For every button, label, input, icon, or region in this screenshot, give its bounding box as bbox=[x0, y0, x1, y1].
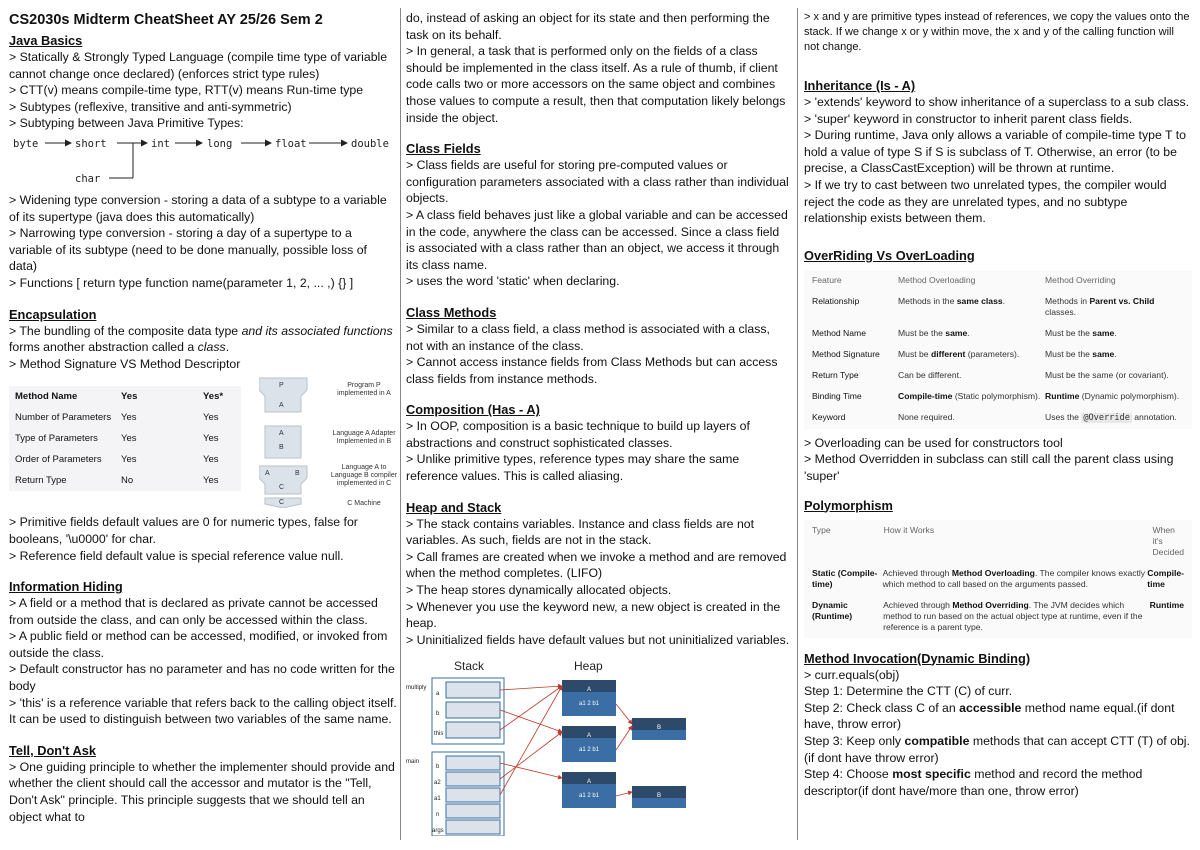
info-hiding-line-2: > A public field or method can be accessed, modified, or invoked from outside the class. bbox=[9, 629, 388, 660]
cell-text: Must be the bbox=[898, 327, 946, 338]
overriding-header-cell: Method Overriding bbox=[1045, 274, 1116, 285]
t-label-b2: B bbox=[295, 470, 300, 478]
invocation-step-1: Step 1: Determine the CTT (C) of curr. bbox=[804, 684, 1013, 699]
column-1 bbox=[9, 10, 397, 825]
sig-table-cell: Yes bbox=[203, 454, 219, 466]
polymorphism-table-row bbox=[804, 563, 1192, 595]
cell-text: Can be different. bbox=[898, 369, 962, 380]
frame1-var-b: b bbox=[436, 711, 440, 718]
functions-line: > Functions [ return type function name(parameter 1, 2, ... ,) {} ] bbox=[9, 275, 354, 290]
composition-line-2: > Unlike primitive types, reference types may share the same reference values. This is called aliasing. bbox=[406, 452, 740, 484]
heap-stack-line-5: > Uninitialized fields have default values but not uninitialized variables. bbox=[406, 632, 790, 647]
cell-text: Must be the bbox=[1045, 327, 1093, 338]
primitive-subtyping-diagram bbox=[9, 134, 397, 190]
overriding-table-row bbox=[804, 323, 1192, 344]
heading-method-invocation: Method Invocation(Dynamic Binding) bbox=[804, 650, 1031, 666]
encap-text-class: class bbox=[197, 340, 226, 355]
polymorphism-header-cell: Type bbox=[812, 524, 831, 535]
cell-bold: Method Overloading bbox=[951, 567, 1035, 578]
sig-table-row bbox=[15, 428, 235, 449]
tell-dont-ask-line-2: > In general, a task that is performed only on the fields of a class should be implemented in the class itself. As a rule of thumb, if client code calls two or more accessors on the same object and combines those values to compute a result, then that computation likely belongs inside the object. bbox=[406, 44, 786, 125]
polymorphism-header-cell: How it Works bbox=[883, 524, 935, 535]
stack-label: Stack bbox=[454, 659, 485, 674]
polymorphism-type-cell: Dynamic (Runtime) bbox=[812, 599, 853, 621]
heading-polymorphism: Polymorphism bbox=[804, 497, 893, 513]
primitive-arrows bbox=[9, 134, 397, 190]
inheritance-line-1: > 'extends' keyword to show inheritance of a superclass to a sub class. bbox=[804, 95, 1190, 109]
invocation-step-2 bbox=[804, 700, 1192, 733]
sig-table-cell: Type of Parameters bbox=[15, 433, 98, 445]
prim-byte: byte bbox=[13, 137, 39, 150]
heap-stack-line-3: > The heap stores dynamically allocated objects. bbox=[406, 583, 672, 598]
heading-class-methods: Class Methods bbox=[406, 304, 497, 320]
heading-information-hiding: Information Hiding bbox=[9, 579, 123, 595]
frame-multiply-label: multiply bbox=[406, 685, 427, 692]
sig-table-row bbox=[15, 386, 235, 407]
heap-obj2-fields: a1 2 b1 bbox=[578, 747, 600, 754]
composition-line-1: > In OOP, composition is a basic technique to build up layers of abstractions and construct sophisticated classes. bbox=[406, 419, 750, 450]
java-basics-line-2: > CTT(v) means compile-time type, RTT(v) means Run-time type bbox=[9, 83, 364, 98]
cell-bold: same bbox=[1092, 348, 1115, 359]
sig-table-cell: Yes bbox=[203, 412, 219, 424]
heading-heap-stack: Heap and Stack bbox=[406, 499, 502, 515]
overriding-table-row bbox=[804, 407, 1192, 429]
sig-table-row bbox=[15, 470, 235, 491]
polymorphism-header-cell: When it's Decided bbox=[1152, 524, 1184, 557]
frame1-var-this: this bbox=[434, 731, 444, 738]
pass-by-value-line: > x and y are primitive types instead of references, we copy the values onto the stack. If we change x or y within move, the x and y of the calling function will not change. bbox=[804, 11, 1190, 53]
overriding-feature-cell: Relationship bbox=[812, 295, 860, 306]
heap-stack-line-2: > Call frames are created when we invoke a method and are removed when the method completes. (LIFO) bbox=[406, 549, 787, 581]
heading-inheritance: Inheritance (Is - A) bbox=[804, 78, 916, 93]
sig-table-cell: Method Name bbox=[15, 391, 78, 403]
cell-text: Must be the same (or covariant). bbox=[1045, 369, 1169, 380]
heap-stack-line-4: > Whenever you use the keyword new, a new object is created in the heap. bbox=[406, 599, 781, 631]
encapsulation-line-1 bbox=[9, 323, 397, 356]
sig-table-row bbox=[15, 407, 235, 428]
overriding-table bbox=[804, 270, 1192, 429]
step3-bold: compatible bbox=[904, 733, 970, 748]
overriding-table-header bbox=[804, 270, 1192, 291]
prim-int: int bbox=[151, 137, 170, 150]
overriding-header-cell: Feature bbox=[812, 274, 842, 285]
cell-bold: same bbox=[1092, 327, 1115, 338]
cell-bold: Runtime bbox=[1045, 390, 1080, 401]
cell-text: Must be bbox=[898, 348, 931, 359]
overriding-header-cell: Method Overloading bbox=[898, 274, 976, 285]
frame2-var-a2: a2 bbox=[434, 780, 441, 787]
column-2 bbox=[406, 10, 790, 836]
cell-text: . bbox=[967, 327, 970, 338]
tell-dont-ask-part-2: do, instead of asking an object for its state and then performing the task on its behalf. bbox=[406, 11, 770, 42]
default-values-line: > Primitive fields default values are 0 for numeric types, false for booleans, '\u0000' for char. bbox=[9, 515, 358, 546]
polymorphism-how-cell bbox=[883, 600, 1150, 633]
info-hiding-line-1: > A field or a method that is declared as private cannot be accessed from outside the class, and can only be accessed within the class. bbox=[9, 596, 378, 627]
t-label-c1: C bbox=[279, 484, 285, 492]
class-fields-line-2: > A class field behaves just like a global variable and can be accessed in the code, anywhere the class can be accessed. Since a class field is associated with a class rather than an object, we access it through its class name. bbox=[406, 207, 788, 272]
signature-descriptor-table bbox=[9, 386, 241, 491]
heap-b1-label: B bbox=[656, 725, 661, 732]
invocation-step-4 bbox=[804, 766, 1192, 799]
cell-text: None required. bbox=[898, 411, 955, 422]
heap-obj3-fields: a1 2 b1 bbox=[578, 793, 600, 800]
overriding-feature-cell: Binding Time bbox=[812, 390, 862, 401]
cell-text: . bbox=[1002, 295, 1006, 306]
inheritance-line-4: > If we try to cast between two unrelated types, the compiler would reject the code as they are unrelated types, and no subtype relationship exists between them. bbox=[804, 177, 1167, 226]
frame-main-label: main bbox=[406, 759, 420, 766]
stack-heap-diagram bbox=[406, 656, 790, 836]
step2-post: method name equal.(if dont have, throw error) bbox=[804, 700, 1175, 732]
heap-stack-line-1: > The stack contains variables. Instance and class fields are not variables. As such, fields are not in the stack. bbox=[406, 516, 755, 548]
sig-table-row bbox=[15, 449, 235, 470]
overriding-table-row bbox=[804, 365, 1192, 386]
cell-text: Achieved through bbox=[882, 567, 952, 578]
sig-table-cell: Return Type bbox=[15, 475, 67, 487]
heap-b2-label: B bbox=[656, 793, 661, 800]
column-divider-left bbox=[400, 8, 401, 840]
inheritance-line-2: > 'super' keyword in constructor to inherit parent class fields. bbox=[804, 111, 1133, 126]
heading-tell-dont-ask: Tell, Don't Ask bbox=[9, 742, 96, 758]
step4-bold: most specific bbox=[892, 767, 971, 782]
polymorphism-how-cell bbox=[883, 568, 1148, 590]
overriding-feature-cell: Keyword bbox=[812, 411, 846, 422]
overriding-overloading-cell bbox=[898, 370, 1045, 381]
heap-obj3-label: A bbox=[586, 779, 591, 786]
encap-text-italic: and its associated functions bbox=[241, 323, 393, 338]
heap-obj2-label: A bbox=[586, 733, 591, 740]
class-fields-line-3: > uses the word 'static' when declaring. bbox=[406, 274, 620, 289]
widening-line: > Widening type conversion - storing a data of a subtype to a variable of its supertype (java does this automatically) bbox=[9, 192, 387, 224]
overriding-overriding-cell bbox=[1045, 370, 1184, 381]
cell-bold: different bbox=[930, 348, 966, 359]
polymorphism-type-cell: Static (Compile-time) bbox=[812, 567, 878, 589]
overriding-line-2: > Method Overridden in subclass can still call the parent class using 'super' bbox=[804, 452, 1174, 483]
step2-bold: accessible bbox=[959, 700, 1022, 715]
encap-text-c: . bbox=[225, 340, 230, 355]
sig-table-cell: Number of Parameters bbox=[15, 412, 112, 424]
overriding-overloading-cell bbox=[898, 328, 1045, 339]
heading-class-fields: Class Fields bbox=[406, 141, 481, 157]
inheritance-line-3: > During runtime, Java only allows a variable of compile-time type T to hold a value of type S if S is subclass of T. Otherwise, an error (to be precise, a ClassCastException) will be thrown at runtime. bbox=[804, 128, 1186, 176]
polymorphism-table-header bbox=[804, 520, 1192, 563]
encapsulation-line-2: > Method Signature VS Method Descriptor bbox=[9, 356, 241, 371]
step4-pre: Step 4: Choose bbox=[804, 767, 893, 782]
sig-table-cell: Yes bbox=[203, 433, 219, 445]
invocation-line-0: > curr.equals(obj) bbox=[804, 667, 900, 682]
cell-text: . The JVM decides which method to run based on the actual object type at runtime, even if the reference is a parent type. bbox=[883, 599, 1143, 632]
sig-table-cell: Order of Parameters bbox=[15, 454, 102, 466]
frame1-var-a: a bbox=[436, 691, 440, 698]
t-label-a3: A bbox=[265, 470, 270, 478]
overriding-overloading-cell bbox=[898, 349, 1045, 360]
encap-text-a: > The bundling of the composite data type bbox=[9, 323, 242, 338]
java-basics-line-4: > Subtyping between Java Primitive Types: bbox=[9, 116, 244, 131]
cell-text: (Dynamic polymorphism). bbox=[1079, 390, 1180, 401]
heading-composition: Composition (Has - A) bbox=[406, 402, 540, 418]
cell-bold: same bbox=[945, 327, 968, 338]
polymorphism-when-cell: Runtime bbox=[1149, 599, 1184, 610]
page-title: CS2030s Midterm CheatSheet AY 25/26 Sem 2 bbox=[9, 12, 323, 28]
polymorphism-table-row bbox=[804, 595, 1192, 638]
reference-default-line: > Reference field default value is special reference value null. bbox=[9, 548, 344, 563]
sig-table-cell: Yes bbox=[121, 454, 137, 466]
cell-text: . bbox=[1114, 348, 1117, 359]
cell-text: classes. bbox=[1045, 306, 1077, 317]
t-label-a2: A bbox=[279, 430, 284, 438]
encapsulation-figures bbox=[9, 376, 397, 508]
step2-pre: Step 2: Check class C of an bbox=[804, 700, 960, 715]
heading-overriding: OverRiding Vs OverLoading bbox=[804, 247, 975, 263]
invocation-step-3 bbox=[804, 733, 1192, 766]
cell-text: Uses the bbox=[1045, 411, 1082, 422]
t-diagram bbox=[259, 376, 399, 508]
t-caption-1: Program P implemented in A bbox=[337, 382, 391, 398]
class-methods-line-1: > Similar to a class field, a class method is associated with a class, not with an instance of the class. bbox=[406, 321, 770, 353]
t-caption-2: Language A Adapter Implemented in B bbox=[332, 430, 396, 446]
java-basics-line-3: > Subtypes (reflexive, transitive and anti-symmetric) bbox=[9, 99, 292, 114]
overriding-overriding-cell bbox=[1045, 296, 1184, 318]
overriding-overloading-cell bbox=[898, 412, 1045, 424]
overriding-overloading-cell bbox=[898, 296, 1045, 318]
cell-text: . The compiler knows exactly which method to call based on the arguments passed. bbox=[882, 567, 1146, 589]
frame2-var-args: args bbox=[432, 828, 444, 835]
sig-table-cell: Yes bbox=[121, 433, 137, 445]
t-label-b1: B bbox=[279, 444, 284, 452]
t-label-c2: C bbox=[279, 499, 285, 507]
polymorphism-when-cell: Compile-time bbox=[1147, 567, 1184, 589]
heap-obj1-label: A bbox=[586, 687, 591, 694]
sig-table-cell: Yes* bbox=[203, 391, 224, 403]
narrowing-line: > Narrowing type conversion - storing a day of a supertype to a variable of its subtype (need to be done manually, possible loss of data) bbox=[9, 226, 367, 274]
cell-text: (Static polymorphism). bbox=[952, 390, 1041, 401]
step3-pre: Step 3: Keep only bbox=[804, 733, 905, 748]
cell-bold: Parent vs. Child bbox=[1089, 295, 1155, 306]
info-hiding-line-3: > Default constructor has no parameter and has no code written for the body bbox=[9, 662, 395, 694]
frame2-var-a1: a1 bbox=[434, 796, 441, 803]
heading-encapsulation: Encapsulation bbox=[9, 306, 97, 322]
cell-text: . bbox=[1114, 327, 1117, 338]
overriding-overloading-cell bbox=[898, 391, 1045, 402]
overriding-table-row bbox=[804, 344, 1192, 365]
prim-long: long bbox=[207, 137, 233, 150]
polymorphism-table bbox=[804, 520, 1192, 638]
overriding-overriding-cell bbox=[1045, 391, 1184, 402]
t-caption-3: Language A to Language B compiler implemented in C bbox=[330, 464, 398, 488]
sig-table-cell: Yes bbox=[203, 475, 219, 487]
cell-text: (parameters). bbox=[965, 348, 1020, 359]
override-annotation-chip: @Override bbox=[1083, 412, 1130, 423]
prim-float: float bbox=[275, 137, 307, 150]
class-methods-line-2: > Cannot access instance fields from Class Methods but can access class fields from instance methods. bbox=[406, 355, 778, 386]
overriding-table-row bbox=[804, 386, 1192, 407]
info-hiding-line-4: > 'this' is a reference variable that refers back to the calling object itself. It can be used to distinguish between two variables of the same name. bbox=[9, 695, 397, 727]
column-3 bbox=[804, 10, 1192, 799]
cell-bold: Method Overriding bbox=[952, 599, 1029, 610]
overriding-line-1: > Overloading can be used for constructors tool bbox=[804, 435, 1063, 450]
cell-text: Methods in the bbox=[898, 295, 957, 306]
frame2-var-n: n bbox=[436, 812, 440, 819]
java-basics-line-1: > Statically & Strongly Typed Language (compile time type of variable cannot change once declared) (enforces strict type rules) bbox=[9, 50, 388, 81]
overriding-overriding-cell bbox=[1045, 349, 1184, 360]
prim-double: double bbox=[351, 137, 389, 150]
heap-label: Heap bbox=[574, 659, 603, 674]
cell-text: Achieved through bbox=[883, 599, 953, 610]
cell-bold: Compile-time bbox=[898, 390, 953, 401]
overriding-feature-cell: Method Signature bbox=[812, 348, 880, 359]
sig-table-cell: No bbox=[121, 475, 134, 487]
encap-text-b: forms another abstraction called a bbox=[9, 340, 198, 355]
cell-text: annotation. bbox=[1131, 411, 1177, 422]
overriding-feature-cell: Method Name bbox=[812, 327, 866, 338]
heap-obj1-fields: a1 2 b1 bbox=[578, 701, 600, 708]
cell-bold: same class bbox=[956, 295, 1003, 306]
cell-text: Must be the bbox=[1045, 348, 1093, 359]
class-fields-line-1: > Class fields are useful for storing pre-computed values or configuration parameters associated with a class rather than individual objects. bbox=[406, 158, 789, 206]
overriding-overriding-cell bbox=[1045, 412, 1184, 424]
sig-table-cell: Yes bbox=[121, 412, 137, 424]
step3-post: methods that can accept CTT (T) of obj. (if dont have throw error) bbox=[804, 733, 1190, 765]
frame2-var-b: b bbox=[436, 764, 440, 771]
heading-java-basics: Java Basics bbox=[9, 33, 83, 48]
overriding-overriding-cell bbox=[1045, 328, 1184, 339]
prim-char: char bbox=[75, 172, 101, 185]
overriding-table-row bbox=[804, 291, 1192, 323]
cell-text: Methods in bbox=[1045, 295, 1090, 306]
t-label-a1: A bbox=[279, 402, 284, 410]
overriding-feature-cell: Return Type bbox=[812, 369, 859, 380]
step4-post: method and record the method descriptor(if dont have/more than one, throw error) bbox=[804, 767, 1143, 798]
prim-short: short bbox=[75, 137, 107, 150]
t-caption-4: C Machine bbox=[347, 500, 381, 508]
sig-table-cell: Yes bbox=[121, 391, 138, 403]
column-divider-right bbox=[797, 8, 798, 840]
tell-dont-ask-part-1: > One guiding principle to whether the implementer should provide and whether the client should call the accessor and mutator is the "Tell, Don't Ask" principle. This principle suggests that we should tell an object what to bbox=[9, 759, 395, 824]
t-label-p: P bbox=[279, 382, 284, 390]
